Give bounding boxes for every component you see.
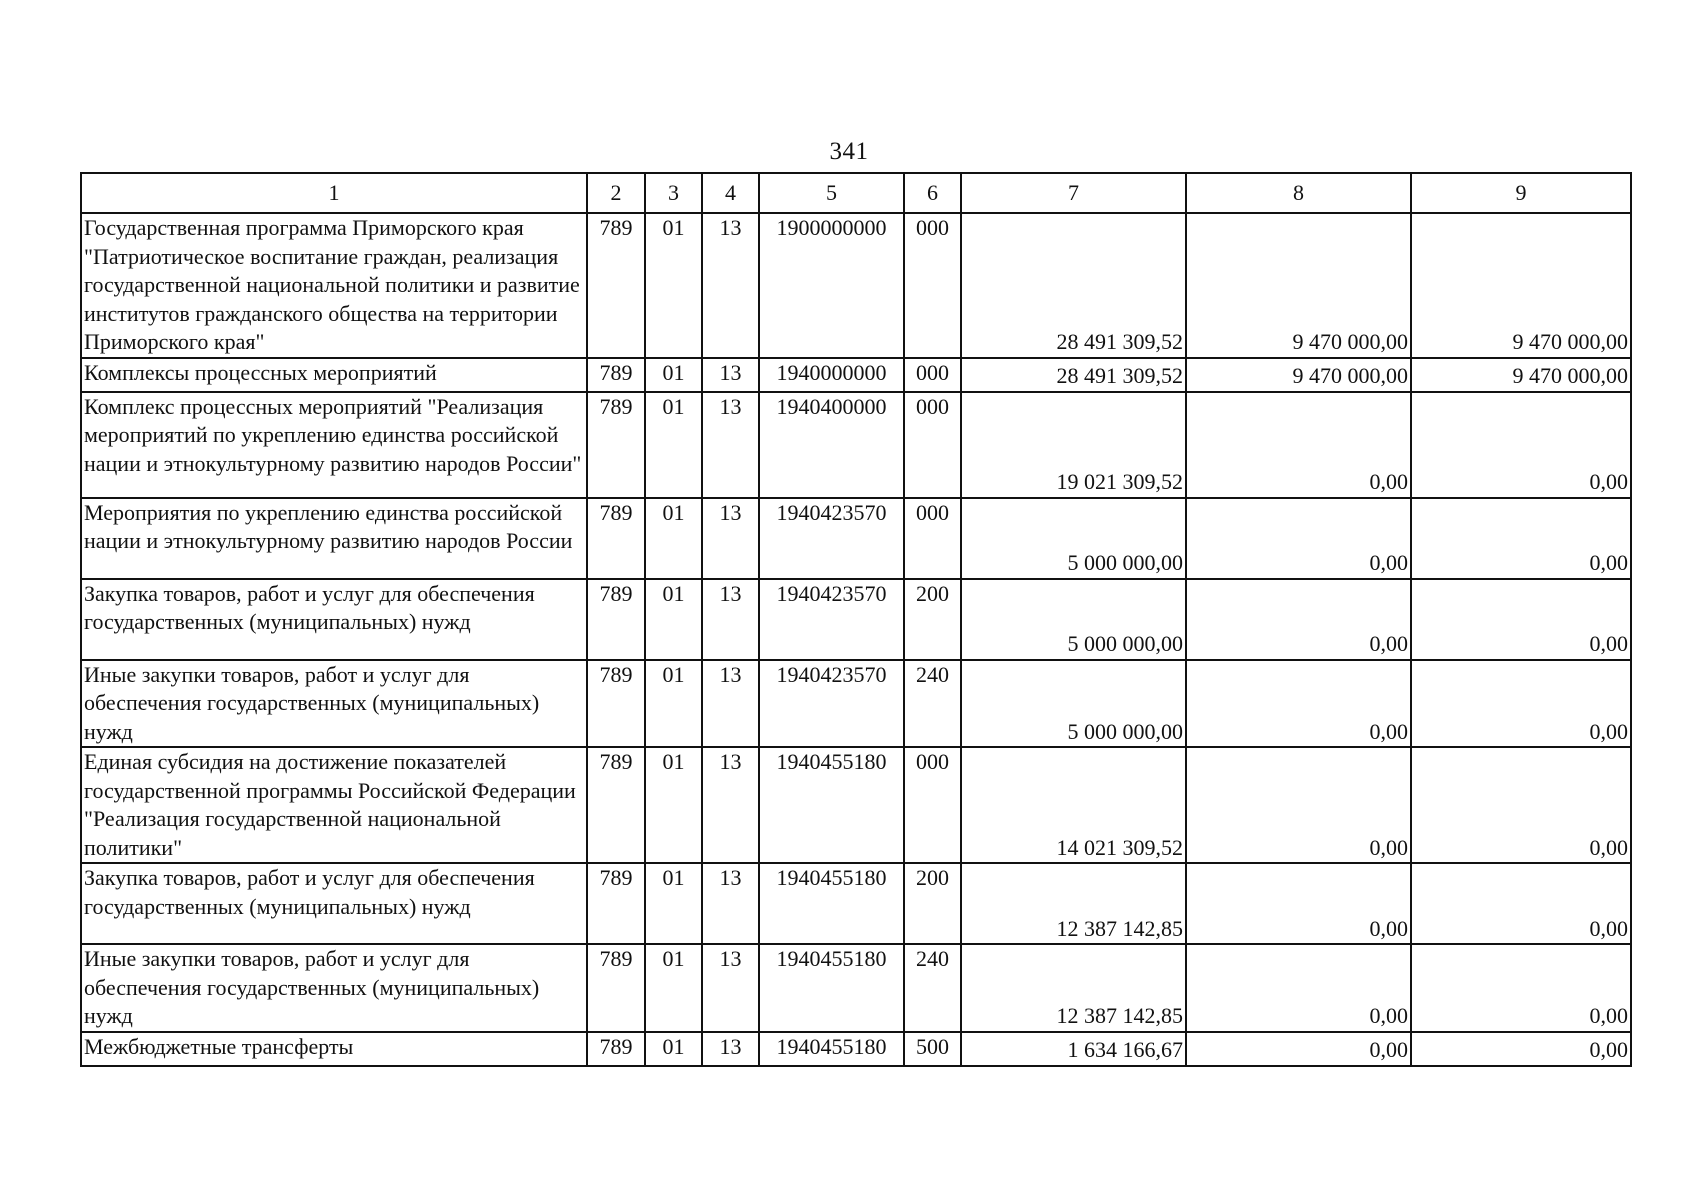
section-code-cell: 01 <box>645 1032 702 1066</box>
ministry-code-cell: 789 <box>587 579 645 660</box>
ministry-code-cell: 789 <box>587 392 645 498</box>
target-article-cell: 1940423570 <box>759 660 904 748</box>
column-header: 7 <box>961 173 1186 213</box>
ministry-code-cell: 789 <box>587 660 645 748</box>
subsection-code-cell: 13 <box>702 392 759 498</box>
amount-col9-cell: 0,00 <box>1411 579 1631 660</box>
amount-col8-cell: 9 470 000,00 <box>1186 358 1411 392</box>
expense-type-cell: 000 <box>904 358 961 392</box>
item-name-cell: Закупка товаров, работ и услуг для обеспечения государственных (муниципальных) нужд <box>81 863 587 944</box>
amount-col7-cell: 28 491 309,52 <box>961 358 1186 392</box>
section-code-cell: 01 <box>645 944 702 1032</box>
table-row <box>81 358 1631 392</box>
amount-col8-cell: 0,00 <box>1186 660 1411 748</box>
amount-col8-cell: 0,00 <box>1186 498 1411 579</box>
target-article-cell: 1940400000 <box>759 392 904 498</box>
section-code-cell: 01 <box>645 498 702 579</box>
amount-col9-cell: 0,00 <box>1411 1032 1631 1066</box>
expense-type-cell: 240 <box>904 944 961 1032</box>
target-article-cell: 1940455180 <box>759 863 904 944</box>
table-row <box>81 213 1631 358</box>
amount-col8-cell: 0,00 <box>1186 863 1411 944</box>
section-code-cell: 01 <box>645 863 702 944</box>
amount-col8-cell: 0,00 <box>1186 747 1411 863</box>
expense-type-cell: 500 <box>904 1032 961 1066</box>
section-code-cell: 01 <box>645 579 702 660</box>
ministry-code-cell: 789 <box>587 863 645 944</box>
subsection-code-cell: 13 <box>702 1032 759 1066</box>
table-row <box>81 579 1631 660</box>
subsection-code-cell: 13 <box>702 579 759 660</box>
table-row <box>81 944 1631 1032</box>
amount-col8-cell: 0,00 <box>1186 392 1411 498</box>
table-header <box>81 173 1631 213</box>
table-row <box>81 498 1631 579</box>
subsection-code-cell: 13 <box>702 944 759 1032</box>
ministry-code-cell: 789 <box>587 747 645 863</box>
expense-type-cell: 000 <box>904 213 961 358</box>
amount-col9-cell: 0,00 <box>1411 498 1631 579</box>
amount-col7-cell: 12 387 142,85 <box>961 863 1186 944</box>
target-article-cell: 1940455180 <box>759 1032 904 1066</box>
expense-type-cell: 200 <box>904 579 961 660</box>
amount-col9-cell: 9 470 000,00 <box>1411 213 1631 358</box>
subsection-code-cell: 13 <box>702 358 759 392</box>
amount-col9-cell: 0,00 <box>1411 747 1631 863</box>
expense-type-cell: 240 <box>904 660 961 748</box>
expense-type-cell: 000 <box>904 747 961 863</box>
amount-col7-cell: 19 021 309,52 <box>961 392 1186 498</box>
table-body <box>81 213 1631 1066</box>
item-name-cell: Закупка товаров, работ и услуг для обеспечения государственных (муниципальных) нужд <box>81 579 587 660</box>
amount-col9-cell: 0,00 <box>1411 863 1631 944</box>
column-header: 9 <box>1411 173 1631 213</box>
subsection-code-cell: 13 <box>702 660 759 748</box>
budget-table <box>80 172 1632 1067</box>
amount-col9-cell: 0,00 <box>1411 660 1631 748</box>
amount-col8-cell: 0,00 <box>1186 944 1411 1032</box>
target-article-cell: 1940423570 <box>759 579 904 660</box>
ministry-code-cell: 789 <box>587 1032 645 1066</box>
target-article-cell: 1940423570 <box>759 498 904 579</box>
ministry-code-cell: 789 <box>587 358 645 392</box>
table-row <box>81 863 1631 944</box>
item-name-cell: Иные закупки товаров, работ и услуг для обеспечения государственных (муниципальных) нужд <box>81 660 587 748</box>
column-header: 1 <box>81 173 587 213</box>
item-name-cell: Иные закупки товаров, работ и услуг для обеспечения государственных (муниципальных) нужд <box>81 944 587 1032</box>
table-row <box>81 660 1631 748</box>
amount-col7-cell: 14 021 309,52 <box>961 747 1186 863</box>
amount-col7-cell: 1 634 166,67 <box>961 1032 1186 1066</box>
subsection-code-cell: 13 <box>702 498 759 579</box>
item-name-cell: Единая субсидия на достижение показателей государственной программы Российской Федерации "Реализация государственной национальной политики" <box>81 747 587 863</box>
item-name-cell: Государственная программа Приморского края "Патриотическое воспитание граждан, реализация государственной национальной политики и развитие институтов гражданского общества на территории Приморского края" <box>81 213 587 358</box>
amount-col8-cell: 9 470 000,00 <box>1186 213 1411 358</box>
table-row <box>81 392 1631 498</box>
expense-type-cell: 000 <box>904 392 961 498</box>
section-code-cell: 01 <box>645 660 702 748</box>
section-code-cell: 01 <box>645 213 702 358</box>
amount-col7-cell: 28 491 309,52 <box>961 213 1186 358</box>
target-article-cell: 1940455180 <box>759 747 904 863</box>
target-article-cell: 1940000000 <box>759 358 904 392</box>
table-row <box>81 1032 1631 1066</box>
column-header: 5 <box>759 173 904 213</box>
target-article-cell: 1900000000 <box>759 213 904 358</box>
target-article-cell: 1940455180 <box>759 944 904 1032</box>
amount-col9-cell: 0,00 <box>1411 944 1631 1032</box>
subsection-code-cell: 13 <box>702 213 759 358</box>
table-row <box>81 747 1631 863</box>
section-code-cell: 01 <box>645 392 702 498</box>
item-name-cell: Межбюджетные трансферты <box>81 1032 587 1066</box>
section-code-cell: 01 <box>645 747 702 863</box>
subsection-code-cell: 13 <box>702 747 759 863</box>
amount-col8-cell: 0,00 <box>1186 1032 1411 1066</box>
ministry-code-cell: 789 <box>587 213 645 358</box>
amount-col7-cell: 5 000 000,00 <box>961 660 1186 748</box>
amount-col9-cell: 0,00 <box>1411 392 1631 498</box>
column-number-row <box>81 173 1631 213</box>
amount-col7-cell: 5 000 000,00 <box>961 498 1186 579</box>
expense-type-cell: 200 <box>904 863 961 944</box>
column-header: 6 <box>904 173 961 213</box>
amount-col7-cell: 12 387 142,85 <box>961 944 1186 1032</box>
ministry-code-cell: 789 <box>587 498 645 579</box>
amount-col7-cell: 5 000 000,00 <box>961 579 1186 660</box>
section-code-cell: 01 <box>645 358 702 392</box>
ministry-code-cell: 789 <box>587 944 645 1032</box>
amount-col8-cell: 0,00 <box>1186 579 1411 660</box>
item-name-cell: Мероприятия по укреплению единства российской нации и этнокультурному развитию народов России <box>81 498 587 579</box>
column-header: 3 <box>645 173 702 213</box>
item-name-cell: Комплекс процессных мероприятий "Реализация мероприятий по укреплению единства российской нации и этнокультурному развитию народов России" <box>81 392 587 498</box>
page-number: 341 <box>829 138 869 165</box>
expense-type-cell: 000 <box>904 498 961 579</box>
item-name-cell: Комплексы процессных мероприятий <box>81 358 587 392</box>
amount-col9-cell: 9 470 000,00 <box>1411 358 1631 392</box>
column-header: 8 <box>1186 173 1411 213</box>
column-header: 2 <box>587 173 645 213</box>
column-header: 4 <box>702 173 759 213</box>
subsection-code-cell: 13 <box>702 863 759 944</box>
